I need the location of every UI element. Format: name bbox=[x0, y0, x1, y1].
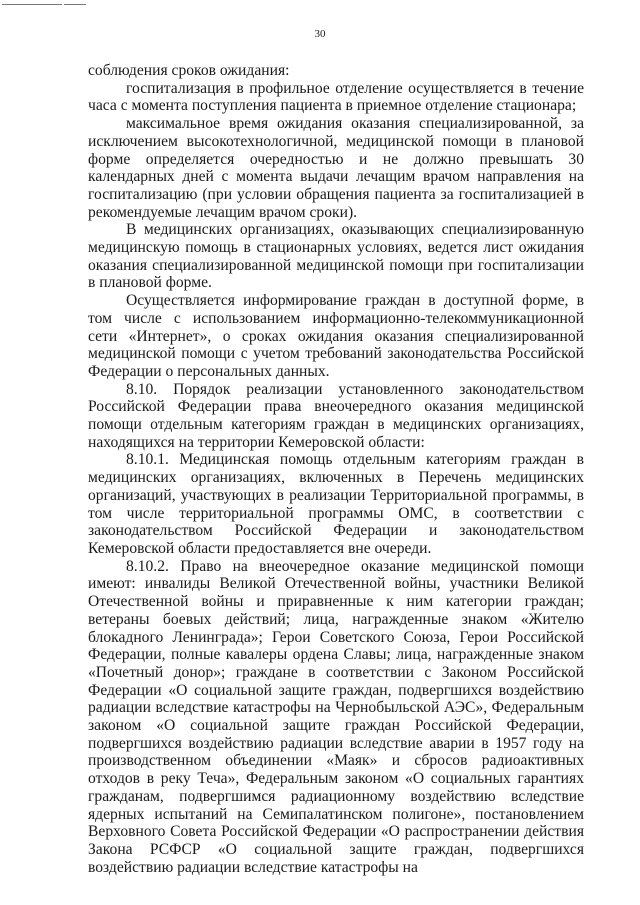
paragraph: госпитализация в профильное отделение осуществляется в течение часа с момента поступления пациента в приемное отделение стационара; bbox=[88, 79, 584, 115]
paragraph: максимальное время ожидания оказания специализированной, за исключением высокотехнологичной, медицинской помощи в плановой форме определяется очередностью и не должно превышать 30 календарных дней с момента выдачи лечащим врачом направления на госпитализацию (при условии обращения пациента за госпитализацией в рекомендуемые лечащим врачом сроки). bbox=[88, 115, 584, 221]
scan-artifact bbox=[64, 4, 86, 5]
paragraph: соблюдения сроков ожидания: bbox=[88, 62, 290, 79]
paragraph-8-10-2: 8.10.2. Право на внеочередное оказание медицинской помощи имеют: инвалиды Великой Отечественной войны, участники Великой Отечественной войны и приравненные к ним категории граждан; ветераны боевых действий; лица, награжденные знаком «Жителю блокадного Ленинграда»; Герои Советского Союза, Герои Российской Федерации, полные кавалеры ордена Славы; лица, награжденные знаком «Почетный донор»; граждане в соответствии с Законом Российской Федерации «О социальной защите граждан, подвергшихся воздействию радиации вследствие катастрофы на Чернобыльской АЭС», Федеральным законом «О социальной защите граждан Российской Федерации, подвергшихся воздействию радиации вследствие аварии в 1957 году на производственном объединении «Маяк» и сбросов радиоактивных отходов в реку Теча», Федеральным законом «О социальных гарантиях гражданам, подвергшимся радиационному воздействию вследствие ядерных испытаний на Семипалатинском полигоне», постановлением Верховного Совета Российской Федерации «О распространении действия Закона РСФСР «О социальной защите граждан, подвергшихся воздействию радиации вследствие катастрофы на bbox=[88, 557, 584, 876]
paragraph: Осуществляется информирование граждан в доступной форме, в том числе с использованием информационно-телекоммуникационной сети «Интернет», о сроках ожидания оказания специализированной медицинской помощи с учетом требований законодательства Российской Федерации о персональных данных. bbox=[88, 292, 584, 380]
paragraph: В медицинских организациях, оказывающих специализированную медицинскую помощь в стационарных условиях, ведется лист ожидания оказания специализированной медицинской помощи при госпитализации в плановой форме. bbox=[88, 221, 584, 292]
paragraph-8-10-1: 8.10.1. Медицинская помощь отдельным категориям граждан в медицинских организациях, включенных в Перечень медицинских организаций, участвующих в реализации Территориальной программы, в том числе территориальной программы ОМС, в соответствии с законодательством Российской Федерации и законодательством Кемеровской области предоставляется вне очереди. bbox=[88, 451, 584, 557]
section-heading-8-10: 8.10. Порядок реализации установленного законодательством Российской Федерации права внеочередного оказания медицинской помощи отдельным категориям граждан в медицинских организациях, находящихся на территории Кемеровской области: bbox=[88, 380, 584, 451]
scan-artifact bbox=[2, 4, 62, 5]
document-body bbox=[88, 62, 584, 876]
page-number: 30 bbox=[314, 28, 326, 40]
